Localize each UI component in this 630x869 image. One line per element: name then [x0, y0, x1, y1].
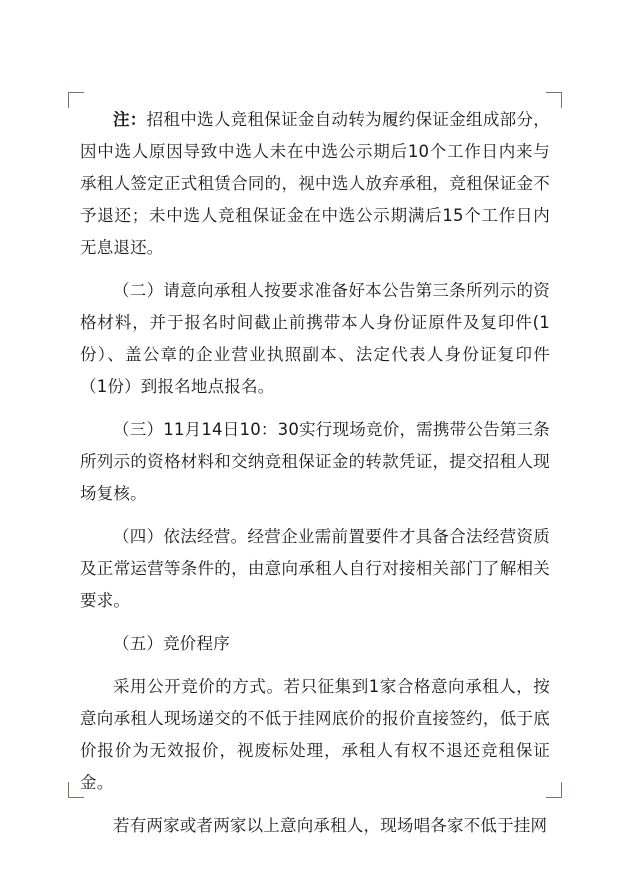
paragraph-item-5-body-2: 若有两家或者两家以上意向承租人，现场唱各家不低于挂网: [113, 816, 548, 835]
paragraph-item-5-body-1: 采用公开竞价的方式。若只征集到1家合格意向承租人，按意向承租人现场递交的不低于挂网底价的报价直接签约，低于底价报价为无效报价，视废标处理，承租人有权不退还竞租保证金。: [80, 677, 550, 792]
paragraph-item-3: （三）11月14日10：30实行现场竞价，需携带公告第三条所列示的资格材料和交纳竞租保证金的转款凭证，提交招租人现场复核。: [80, 420, 550, 503]
paragraph-item-4: （四）依法经营。经营企业需前置要件才具备合法经营资质及正常运营等条件的，由意向承租人自行对接相关部门了解相关要求。: [80, 527, 550, 610]
paragraph-text: 招租中选人竞租保证金自动转为履约保证金组成部分，因中选人原因导致中选人未在中选公示期后10个工作日内来与承租人签定正式租赁合同的，视中选人放弃承租，竞租保证金不予退还；未中选人竞租保证金在中选公示期满后15个工作日内无息退还。: [80, 110, 550, 257]
document-body: [80, 104, 550, 853]
note-label: 注：: [113, 110, 147, 129]
paragraph-item-5: （五）竞价程序: [113, 634, 230, 653]
paragraph-item-2: （二）请意向承租人按要求准备好本公告第三条所列示的资格材料，并于报名时间截止前携带本人身份证原件及复印件(1份）、盖公章的企业营业执照副本、法定代表人身份证复印件（1份）到报名地点报名。: [80, 281, 550, 396]
paragraph-note: [80, 104, 550, 264]
